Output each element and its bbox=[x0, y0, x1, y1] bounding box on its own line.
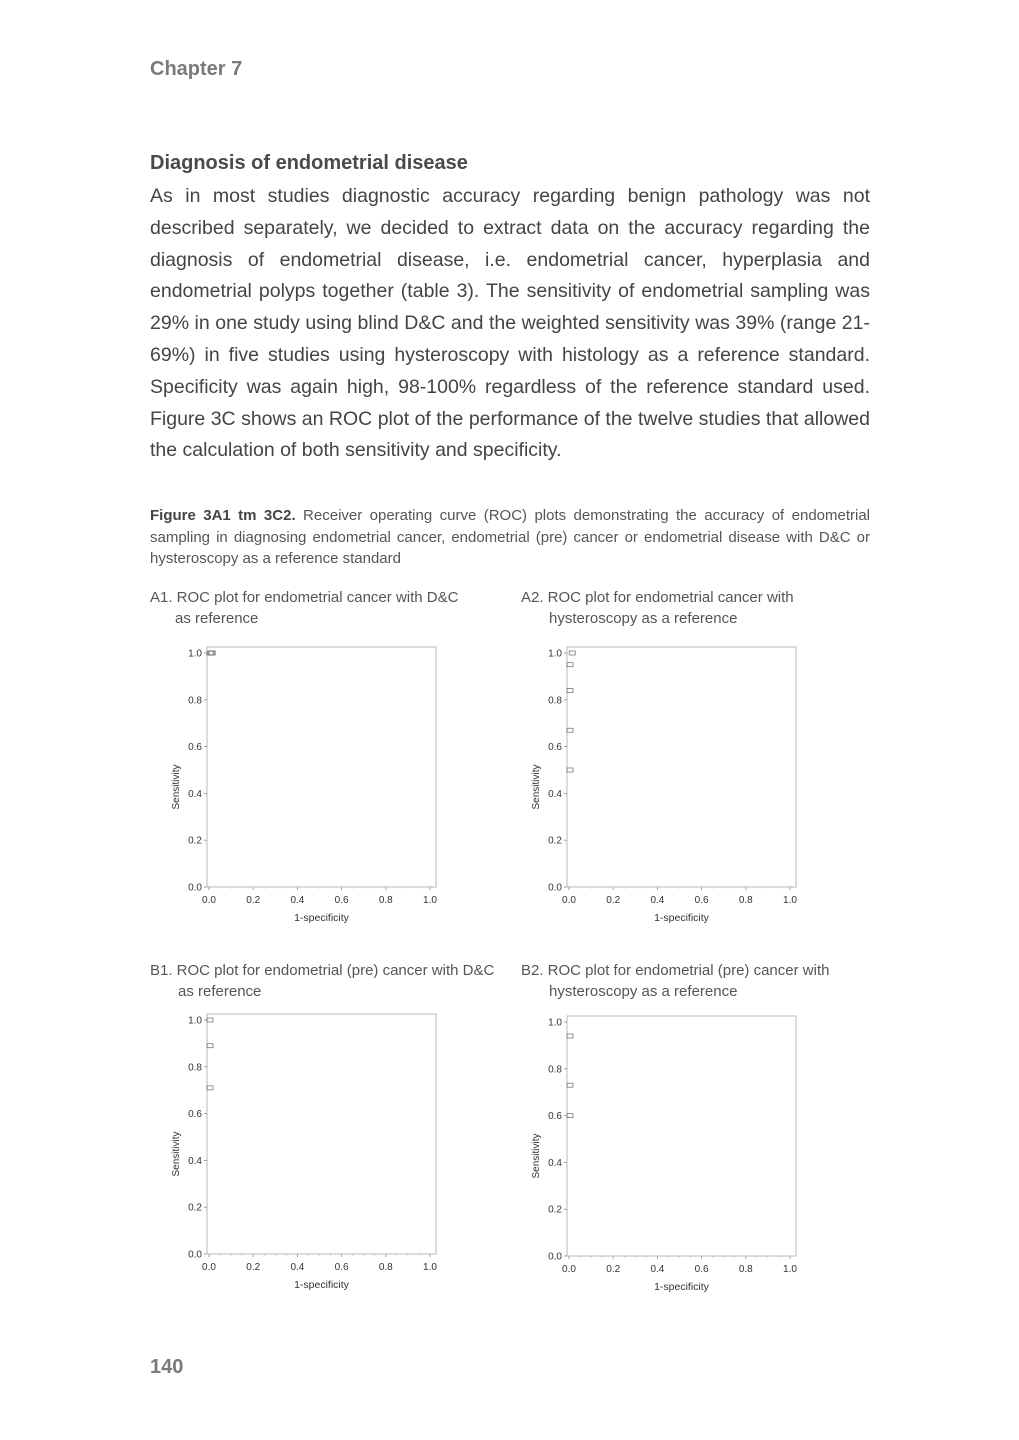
roc-chart-b1 bbox=[160, 1007, 460, 1317]
y-axis-label: Sensitivity bbox=[531, 764, 542, 810]
y-tick-label: 0.0 bbox=[548, 882, 562, 894]
x-tick-label: 0.2 bbox=[606, 895, 621, 906]
roc-chart-a2 bbox=[520, 640, 820, 950]
roc-study-point bbox=[207, 1044, 213, 1048]
y-tick-label: 0.2 bbox=[188, 835, 202, 847]
page-number: 140 bbox=[150, 1356, 184, 1378]
x-tick-label: 0.6 bbox=[694, 895, 709, 906]
y-tick-label: 0.2 bbox=[548, 1204, 562, 1216]
panel-title-a1-line1: A1. ROC plot for endometrial cancer with D&C bbox=[150, 589, 459, 606]
y-tick-label: 1.0 bbox=[188, 1015, 202, 1027]
y-tick-label: 0.2 bbox=[188, 1202, 202, 1214]
x-tick-label: 0.0 bbox=[562, 895, 576, 906]
roc-study-point bbox=[207, 1018, 213, 1022]
x-tick-label: 0.8 bbox=[378, 1262, 393, 1273]
roc-study-point bbox=[567, 768, 573, 772]
x-tick-label: 0.8 bbox=[738, 1264, 753, 1275]
roc-study-point bbox=[567, 1034, 573, 1038]
y-tick-label: 1.0 bbox=[548, 648, 562, 660]
x-tick-label: 0.2 bbox=[606, 1264, 621, 1275]
y-tick-label: 0.4 bbox=[548, 788, 562, 800]
panel-title-b1-line1: B1. ROC plot for endometrial (pre) cancer with D&C bbox=[150, 962, 495, 979]
plot-frame bbox=[207, 647, 436, 887]
plot-frame bbox=[567, 647, 796, 887]
y-tick-label: 0.8 bbox=[548, 695, 562, 707]
y-tick-label: 0.0 bbox=[188, 882, 202, 894]
x-axis-label: 1-specificity bbox=[654, 1281, 709, 1293]
panel-title-a2-line1: A2. ROC plot for endometrial cancer with bbox=[521, 589, 794, 606]
roc-study-point bbox=[567, 688, 573, 692]
x-tick-label: 0.6 bbox=[334, 895, 349, 906]
x-tick-label: 0.0 bbox=[562, 1264, 576, 1275]
plot-frame bbox=[567, 1016, 796, 1256]
x-axis-label: 1-specificity bbox=[294, 1279, 349, 1291]
roc-study-point bbox=[567, 728, 573, 732]
x-tick-label: 0.2 bbox=[246, 895, 261, 906]
plot-frame bbox=[207, 1014, 436, 1254]
x-tick-label: 0.6 bbox=[694, 1264, 709, 1275]
panel-title-a1 bbox=[150, 587, 458, 629]
x-tick-label: 0.4 bbox=[650, 1264, 665, 1275]
roc-study-point bbox=[567, 1114, 573, 1118]
y-axis-label: Sensitivity bbox=[171, 1131, 182, 1177]
roc-chart-b2 bbox=[520, 1009, 820, 1319]
y-tick-label: 0.6 bbox=[188, 742, 202, 754]
chapter-header: Chapter 7 bbox=[150, 58, 243, 80]
x-tick-label: 1.0 bbox=[423, 895, 437, 906]
y-tick-label: 0.4 bbox=[188, 788, 202, 800]
section-title: Diagnosis of endometrial disease bbox=[150, 152, 468, 174]
y-tick-label: 0.8 bbox=[188, 1062, 202, 1074]
panel-title-b2-line2: hysteroscopy as a reference bbox=[549, 983, 738, 1000]
y-tick-label: 1.0 bbox=[188, 648, 202, 660]
x-axis-label: 1-specificity bbox=[654, 912, 709, 924]
x-tick-label: 0.4 bbox=[650, 895, 665, 906]
y-tick-label: 0.8 bbox=[548, 1064, 562, 1076]
y-tick-label: 0.4 bbox=[188, 1155, 202, 1167]
x-axis-label: 1-specificity bbox=[294, 912, 349, 924]
y-axis-label: Sensitivity bbox=[171, 764, 182, 810]
y-tick-label: 0.6 bbox=[548, 742, 562, 754]
y-tick-label: 0.6 bbox=[188, 1109, 202, 1121]
x-tick-label: 0.4 bbox=[290, 1262, 305, 1273]
figure-caption-text: Receiver operating curve (ROC) plots demonstrating the accuracy of endometrial sampling in diagnosing endometrial cancer, endometrial (pre) cancer or endometrial disease with D&C or hysteroscopy as a reference standard bbox=[150, 507, 871, 567]
figure-caption-label: Figure 3A1 tm 3C2. bbox=[150, 507, 296, 524]
roc-study-point bbox=[569, 651, 575, 655]
y-axis-label: Sensitivity bbox=[531, 1133, 542, 1179]
figure-caption bbox=[150, 505, 870, 570]
x-tick-label: 0.4 bbox=[290, 895, 305, 906]
x-tick-label: 0.8 bbox=[378, 895, 393, 906]
y-tick-label: 0.6 bbox=[548, 1111, 562, 1123]
x-tick-label: 1.0 bbox=[783, 1264, 797, 1275]
y-tick-label: 0.0 bbox=[548, 1251, 562, 1263]
panel-title-b2-line1: B2. ROC plot for endometrial (pre) cancer with bbox=[521, 962, 830, 979]
roc-study-point bbox=[567, 663, 573, 667]
x-tick-label: 0.0 bbox=[202, 895, 216, 906]
y-tick-label: 1.0 bbox=[548, 1017, 562, 1029]
panel-title-a1-line2: as reference bbox=[175, 610, 259, 627]
roc-chart-a1 bbox=[160, 640, 460, 950]
y-tick-label: 0.8 bbox=[188, 695, 202, 707]
roc-study-point bbox=[207, 1086, 213, 1090]
roc-study-point bbox=[567, 1083, 573, 1087]
y-tick-label: 0.4 bbox=[548, 1157, 562, 1169]
panel-title-b1 bbox=[150, 960, 494, 1002]
panel-title-b1-line2: as reference bbox=[178, 983, 262, 1000]
x-tick-label: 0.2 bbox=[246, 1262, 261, 1273]
x-tick-label: 0.6 bbox=[334, 1262, 349, 1273]
panel-title-a2-line2: hysteroscopy as a reference bbox=[549, 610, 738, 627]
body-paragraph: As in most studies diagnostic accuracy regarding benign pathology was not described separately, we decided to extract data on the accuracy regarding the diagnosis of endometrial disease, i.e. endometrial cancer, hyperplasia and endometrial polyps together (table 3). The sensitivity of endometrial sampling was 29% in one study using blind D&C and the weighted sensitivity was 39% (range 21-69%) in five studies using hysteroscopy with histology as a reference standard. Specificity was again high, 98-100% regardless of the reference standard used. Figure 3C shows an ROC plot of the performance of the twelve studies that allowed the calculation of both sensitivity and specificity. bbox=[150, 185, 870, 462]
x-tick-label: 0.8 bbox=[738, 895, 753, 906]
panel-title-b2 bbox=[521, 960, 829, 1002]
y-tick-label: 0.0 bbox=[188, 1249, 202, 1261]
x-tick-label: 0.0 bbox=[202, 1262, 216, 1273]
x-tick-label: 1.0 bbox=[783, 895, 797, 906]
panel-title-a2 bbox=[521, 587, 794, 629]
x-tick-label: 1.0 bbox=[423, 1262, 437, 1273]
y-tick-label: 0.2 bbox=[548, 835, 562, 847]
